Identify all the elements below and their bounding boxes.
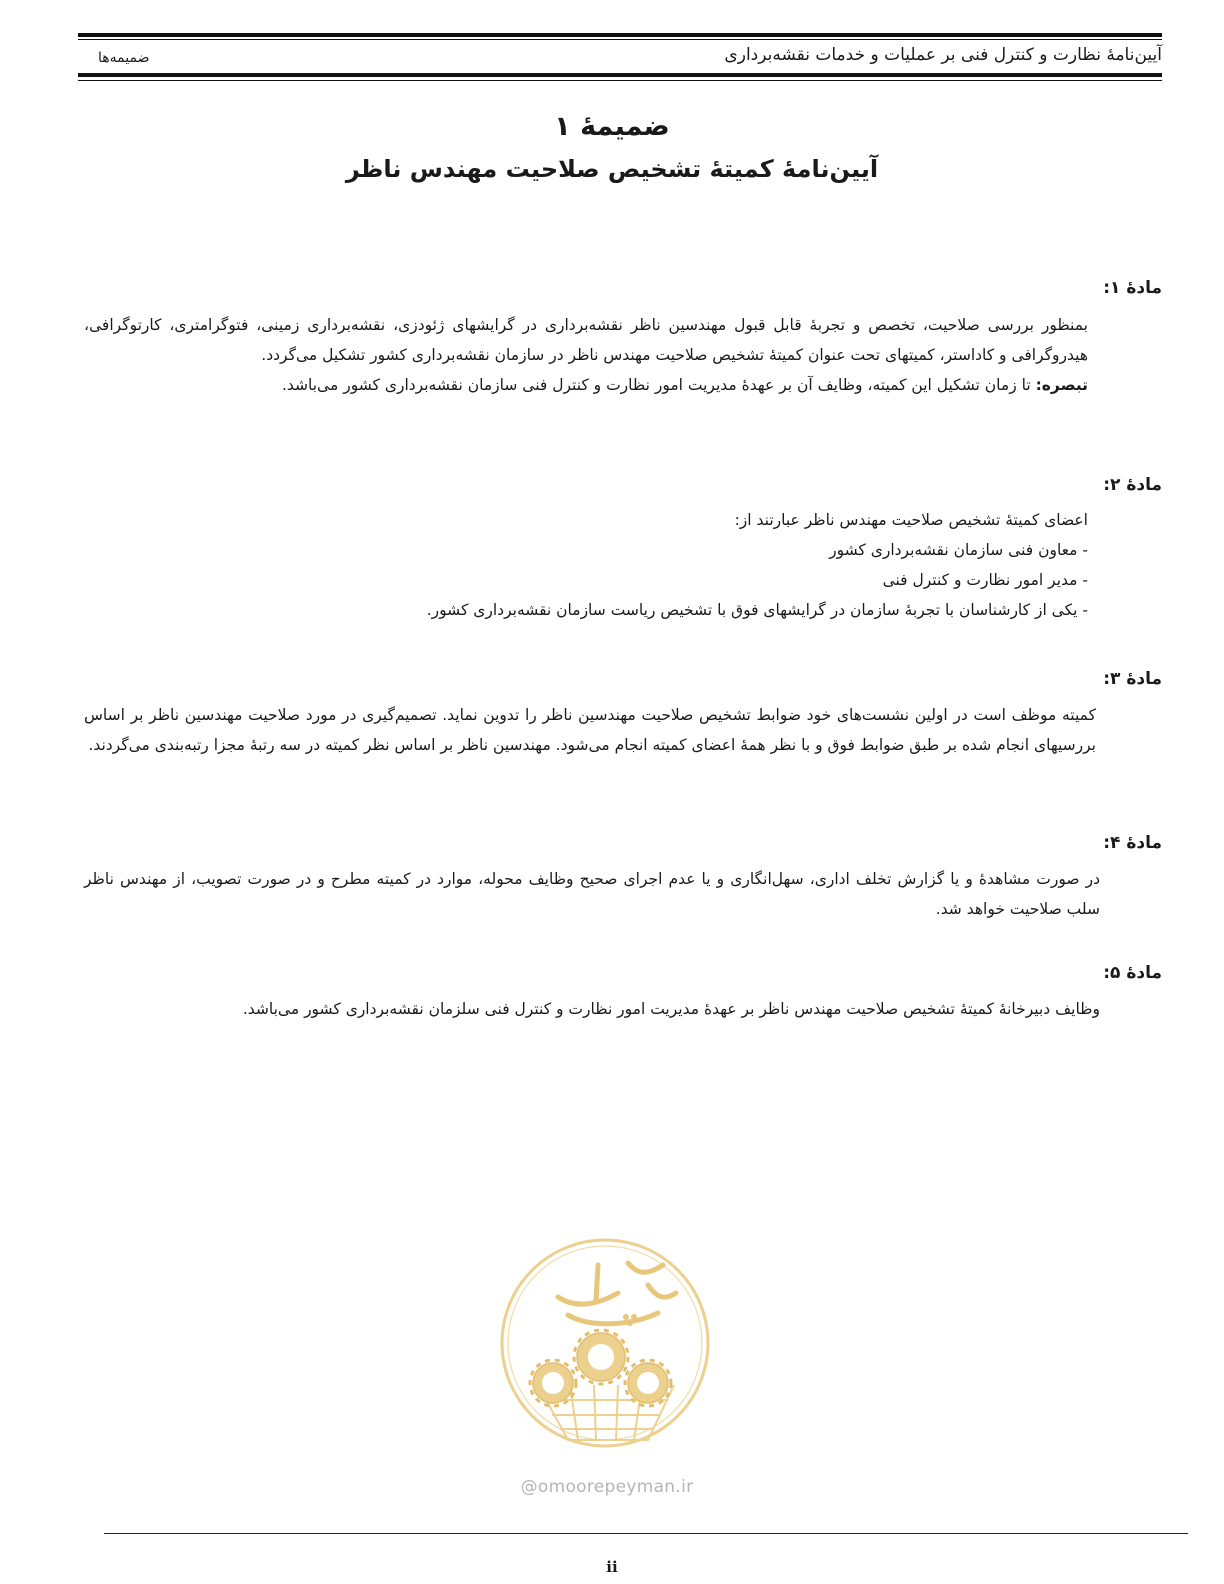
footer-rule bbox=[104, 1533, 1188, 1534]
article-2-intro: اعضای کمیتۀ تشخیص صلاحیت مهندس ناظر عبارتند از: bbox=[734, 511, 1088, 529]
annex-subtitle: آیین‌نامۀ کمیتۀ تشخیص صلاحیت مهندس ناظر bbox=[345, 155, 879, 183]
article-2-label: مادۀ ۲: bbox=[1103, 475, 1162, 495]
running-header-title: آیین‌نامۀ نظارت و کنترل فنی بر عملیات و خدمات نقشه‌برداری bbox=[724, 45, 1162, 65]
article-4-body bbox=[84, 864, 1100, 924]
article-4-text: در صورت مشاهدۀ و یا گزارش تخلف اداری، سهل‌انگاری و یا عدم اجرای صحیح وظایف محوله، موارد در کمیته مطرح و در صورت تصویب، از مهندس ناظر سلب صلاحیت خواهد شد. bbox=[84, 870, 1100, 918]
article-1-note bbox=[84, 370, 1088, 400]
watermark-seal-icon bbox=[498, 1235, 712, 1475]
watermark-url: @omoorepeyman.ir bbox=[520, 1477, 694, 1497]
list-item: - یکی از کارشناسان با تجربۀ سازمان در گرایشهای فوق با تشخیص ریاست سازمان نقشه‌برداری کشور. bbox=[426, 601, 1088, 619]
article-1-body bbox=[84, 310, 1088, 400]
article-3-text: کمیته موظف است در اولین نشست‌های خود ضوابط تشخیص صلاحیت مهندسین ناظر را تدوین نماید. تصمیم‌گیری در مورد صلاحیت مهندسین ناظر بر اساس بررسیهای انجام شده بر طبق ضوابط فوق و با نظر همۀ اعضای کمیته انجام می‌شود. مهندسین ناظر بر اساس نظر کمیته در سه رتبۀ مجزا رتبه‌بندی می‌گردند. bbox=[84, 706, 1096, 754]
note-text: تا زمان تشکیل این کمیته، وظایف آن بر عهدۀ مدیریت امور نظارت و کنترل فنی سازمان نقشه‌برداری کشور می‌باشد. bbox=[281, 376, 1031, 394]
article-3-body bbox=[84, 700, 1096, 760]
article-4-label: مادۀ ۴: bbox=[1103, 833, 1162, 853]
running-header-section: ضمیمه‌ها bbox=[98, 50, 150, 66]
article-5-text: وظایف دبیرخانۀ کمیتۀ تشخیص صلاحیت مهندس ناظر بر عهدۀ مدیریت امور نظارت و کنترل فنی سلزمان نقشه‌برداری کشور می‌باشد. bbox=[242, 1000, 1100, 1018]
article-1-text: بمنظور بررسی صلاحیت، تخصص و تجربۀ قابل قبول مهندسین ناظر نقشه‌برداری در گرایشهای ژئودزی، نقشه‌برداری زمینی، فتوگرامتری، کارتوگرافی، هیدروگرافی و کاداستر، کمیتهای تحت عنوان کمیتۀ تشخیص صلاحیت مهندس ناظر در سازمان نقشه‌برداری کشور تشکیل می‌گردد. bbox=[84, 316, 1088, 364]
page-number: ii bbox=[606, 1558, 618, 1576]
article-3-label: مادۀ ۳: bbox=[1103, 669, 1162, 689]
list-item: - مدیر امور نظارت و کنترل فنی bbox=[882, 571, 1088, 589]
header-rule-bottom bbox=[78, 73, 1162, 77]
annex-title: ضمیمۀ ۱ bbox=[554, 111, 670, 142]
article-5-label: مادۀ ۵: bbox=[1103, 963, 1162, 983]
header-rule-top bbox=[78, 33, 1162, 37]
watermark-logo bbox=[498, 1235, 712, 1495]
article-5-body bbox=[84, 994, 1100, 1024]
article-1-label: مادۀ ۱: bbox=[1103, 278, 1162, 298]
members-list bbox=[84, 535, 1088, 625]
list-item: - معاون فنی سازمان نقشه‌برداری کشور bbox=[829, 541, 1088, 559]
header-rule-top-thin bbox=[78, 39, 1162, 40]
note-label: تبصره: bbox=[1035, 376, 1088, 394]
header-rule-bottom-thin bbox=[78, 80, 1162, 81]
article-2-body bbox=[84, 505, 1088, 625]
